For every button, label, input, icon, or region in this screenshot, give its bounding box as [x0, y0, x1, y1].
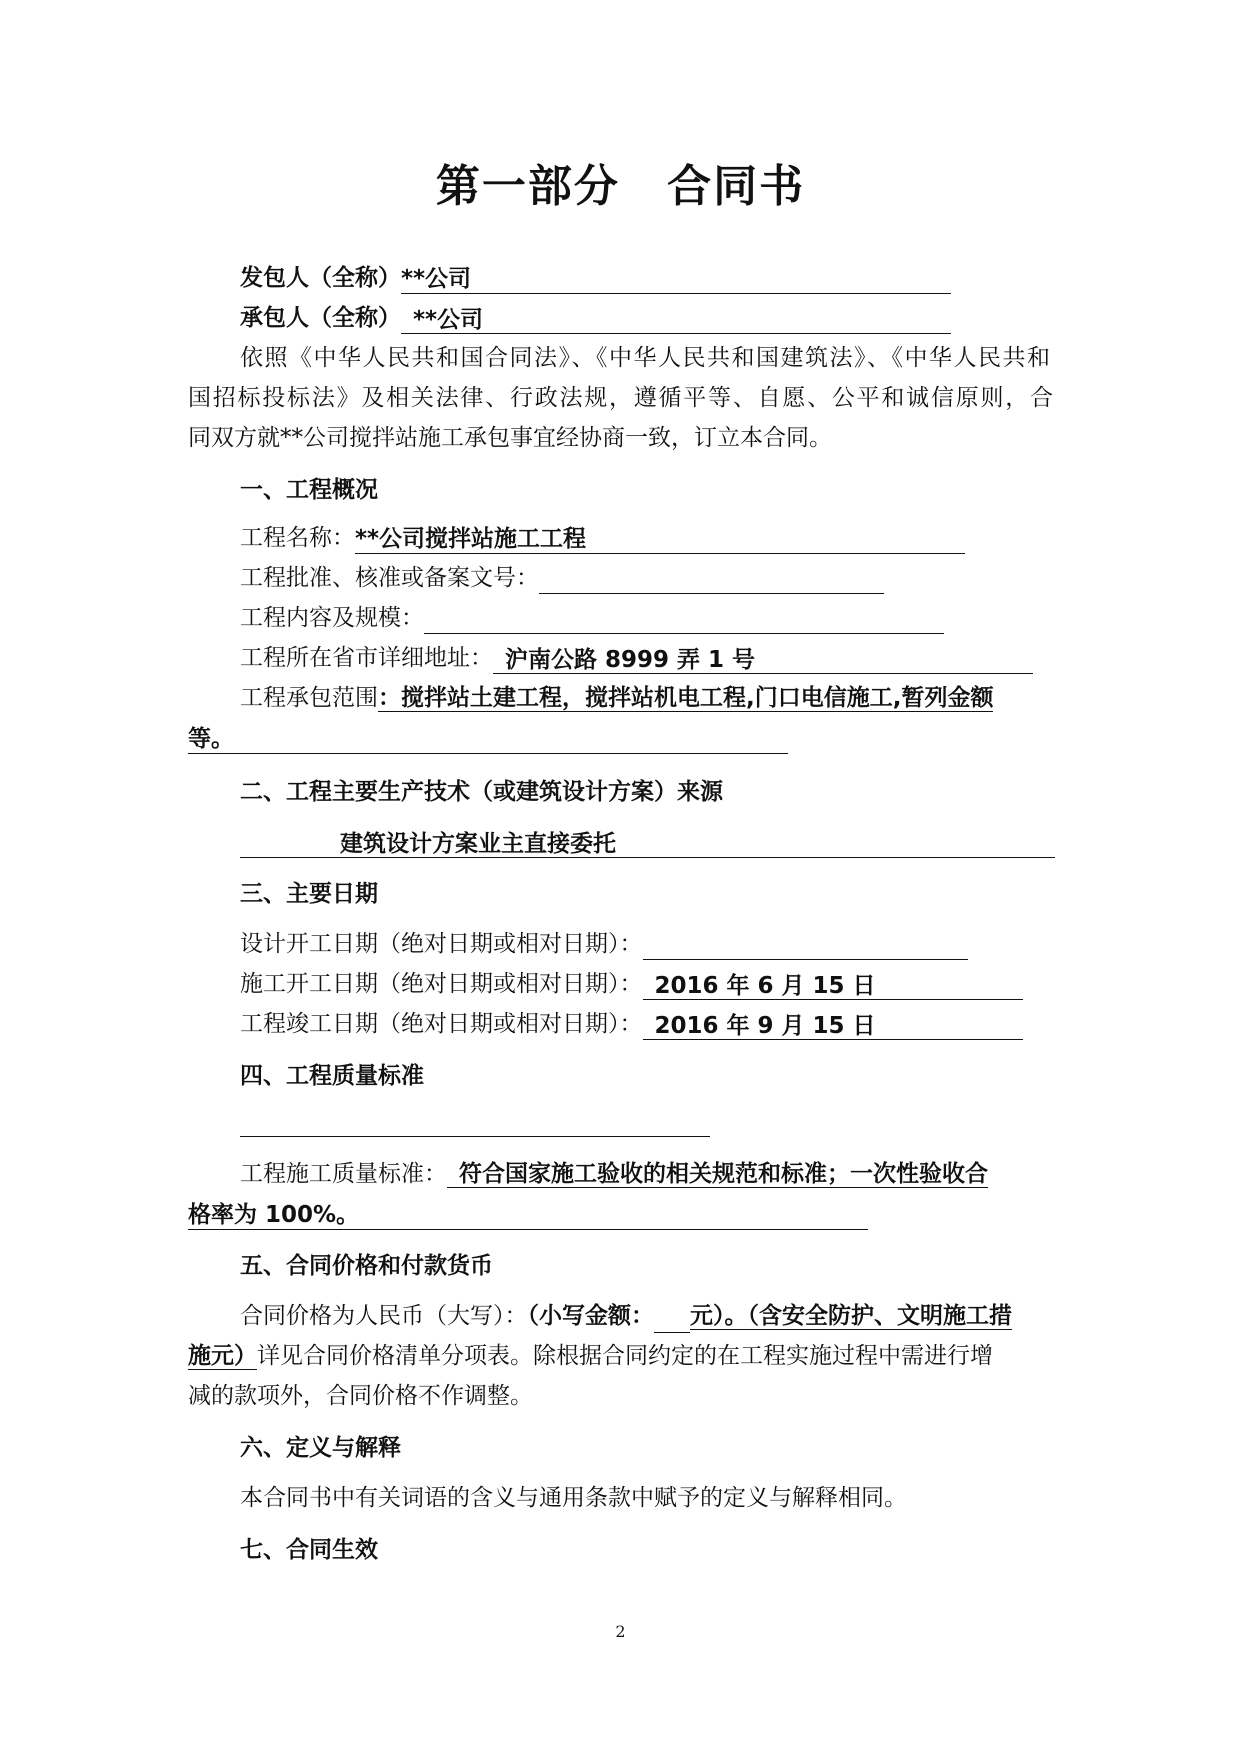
intro-line-2: 国招标投标法》及相关法律、行政法规，遵循平等、自愿、公平和诚信原则，合 — [188, 385, 1053, 411]
design-date-label: 设计开工日期（绝对日期或相对日期）： — [240, 931, 643, 957]
quality-line-2 — [188, 1198, 868, 1230]
price-line-3: 减的款项外，合同价格不作调整。 — [188, 1383, 533, 1409]
project-name-line — [240, 522, 965, 554]
tech-source-value: 建筑设计方案业主直接委托 — [240, 828, 1055, 858]
definition-text: 本合同书中有关词语的含义与通用条款中赋予的定义与解释相同。 — [240, 1485, 907, 1511]
approval-label: 工程批准、核准或备案文号： — [240, 565, 539, 591]
design-date-line — [240, 928, 968, 960]
content-blank — [424, 603, 944, 634]
intro-line-3: 同双方就**公司搅拌站施工承包事宜经协商一致，订立本合同。 — [188, 425, 832, 451]
scope-label: 工程承包范围 — [240, 685, 378, 711]
finish-date-value: 2016 年 9 月 15 日 — [643, 1010, 1023, 1040]
quality-blank-rule — [240, 1136, 710, 1137]
design-date-blank — [643, 929, 968, 960]
price-label: 合同价格为人民币（大写）： — [240, 1303, 528, 1329]
start-date-label: 施工开工日期（绝对日期或相对日期）： — [240, 971, 643, 997]
approval-blank — [539, 563, 884, 594]
section-7-heading: 七、合同生效 — [240, 1537, 378, 1563]
scope-line — [240, 682, 993, 714]
content-line — [240, 602, 944, 634]
quality-value-2: 格率为 100%。 — [188, 1199, 868, 1230]
price-small-label: （小写金额： — [527, 1303, 654, 1329]
project-name-label: 工程名称： — [240, 525, 355, 551]
tech-source-line — [240, 826, 1055, 858]
scope-line-2 — [188, 722, 788, 754]
section-4-heading: 四、工程质量标准 — [240, 1063, 424, 1089]
section-2-heading: 二、工程主要生产技术（或建筑设计方案）来源 — [240, 779, 723, 805]
price-note: 元）。（含安全防护、文明施工措 — [690, 1303, 1012, 1329]
price-line-2 — [188, 1340, 993, 1372]
employer-line — [240, 262, 951, 294]
start-date-value: 2016 年 6 月 15 日 — [643, 970, 1023, 1000]
address-value: 沪南公路 8999 弄 1 号 — [493, 644, 1033, 674]
section-1-heading: 一、工程概况 — [240, 477, 378, 503]
intro-line-1: 依照《中华人民共和国合同法》、《中华人民共和国建筑法》、《中华人民共和 — [240, 345, 1050, 371]
section-6-heading: 六、定义与解释 — [240, 1435, 401, 1461]
employer-label: 发包人（全称） — [240, 265, 401, 291]
finish-date-label: 工程竣工日期（绝对日期或相对日期）： — [240, 1011, 643, 1037]
employer-value: **公司 — [401, 263, 951, 294]
price-amount-blank — [654, 1306, 690, 1333]
scope-value-1: ：搅拌站土建工程，搅拌站机电工程,门口电信施工,暂列金额 — [378, 685, 994, 711]
address-label: 工程所在省市详细地址： — [240, 645, 493, 671]
contractor-value: **公司 — [401, 304, 951, 334]
section-3-heading: 三、主要日期 — [240, 881, 378, 907]
content-label: 工程内容及规模： — [240, 605, 424, 631]
quality-value-1: 符合国家施工验收的相关规范和标准；一次性验收合 — [447, 1161, 988, 1188]
finish-date-line — [240, 1008, 1023, 1040]
scope-value-2: 等。 — [188, 723, 788, 754]
project-name-value: **公司搅拌站施工工程 — [355, 523, 965, 554]
price-line-1 — [240, 1300, 1012, 1333]
approval-line — [240, 562, 884, 594]
quality-label: 工程施工质量标准： — [240, 1161, 447, 1187]
contractor-label: 承包人（全称） — [240, 305, 401, 331]
section-5-heading: 五、合同价格和付款货币 — [240, 1253, 493, 1279]
price-detail: 详见合同价格清单分项表。除根据合同约定的在工程实施过程中需进行增 — [257, 1343, 993, 1369]
quality-line — [240, 1158, 988, 1190]
contractor-line — [240, 302, 951, 334]
page-number: 2 — [615, 1622, 626, 1641]
price-note-end: 施元） — [188, 1343, 257, 1369]
page-title: 第一部分 合同书 — [435, 161, 806, 212]
start-date-line — [240, 968, 1023, 1000]
address-line — [240, 642, 1033, 674]
